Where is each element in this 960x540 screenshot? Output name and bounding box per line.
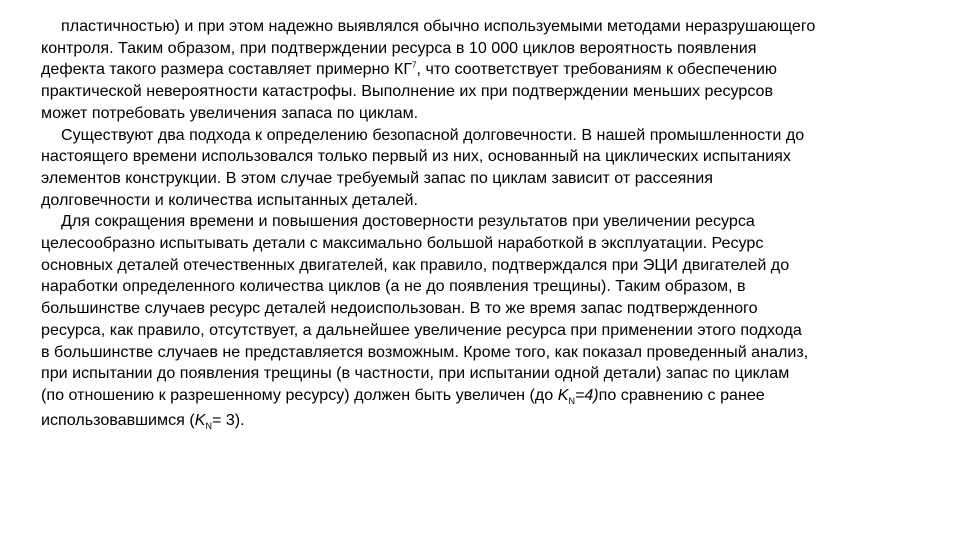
document-body [41, 16, 901, 431]
paragraph-3-line-5: большинстве случаев ресурс деталей недоиспользован. В то же время запас подтвержденного [41, 299, 758, 318]
paragraph-1-line-3-text: дефекта такого размера составляет примерно КГ [41, 60, 413, 79]
paragraph-1-line-2: контроля. Таким образом, при подтверждении ресурса в 10 000 циклов вероятность появления [41, 38, 757, 57]
paragraph-2 [41, 125, 901, 212]
coefficient-k: K [557, 385, 569, 404]
paragraph-3-line-7: в большинстве случаев не представляется возможным. Кроме того, как показал проведенный анализ, [41, 342, 809, 361]
coefficient-value-previous: = 3). [211, 410, 245, 429]
paragraph-1-line-3-tail: , что соответствует требованиям к обеспечению [416, 60, 777, 79]
paragraph-3-line-4: наработки определенного количества циклов (а не до появления трещины). Таким образом, в [41, 277, 746, 296]
paragraph-3-line-8: при испытании до появления трещины (в частности, при испытании одной детали) запас по циклам [41, 364, 790, 383]
superscript-exponent: 7 [412, 61, 417, 71]
paragraph-2-line-4: долговечности и количества испытанных деталей. [41, 190, 419, 209]
paragraph-2-line-3: элементов конструкции. В этом случае требуемый запас по циклам зависит от рассеяния [41, 168, 713, 187]
paragraph-1-line-4: практической невероятности катастрофы. Выполнение их при подтверждении меньших ресурсов [41, 82, 774, 101]
coefficient-value: =4) [574, 385, 599, 404]
paragraph-3-line-3: основных деталей отечественных двигателей, как правило, подтверждался при ЭЦИ двигателей до [41, 255, 790, 274]
paragraph-3 [41, 211, 901, 431]
paragraph-2-line-1: Существуют два подхода к определению безопасной долговечности. В нашей промышленности до [61, 125, 805, 144]
coefficient-k-previous: K [194, 410, 206, 429]
paragraph-3-line-10 [41, 410, 901, 432]
paragraph-1-line-1: пластичностью) и при этом надежно выявлялся обычно используемыми методами неразрушающего [61, 17, 816, 35]
paragraph-3-line-9-text: (по отношению к разрешенному ресурсу) должен быть увеличен (до [41, 385, 558, 404]
coefficient-subscript: N [568, 396, 575, 407]
paragraph-2-line-2: настоящего времени использовался только первый из них, основанный на циклических испытаниях [41, 147, 791, 166]
paragraph-3-line-9 [41, 385, 901, 407]
coefficient-subscript-previous: N [205, 420, 212, 431]
paragraph-3-line-2: целесообразно испытывать детали с максимально большой наработкой в эксплуатации. Ресурс [41, 234, 764, 253]
paragraph-1-line-5: может потребовать увеличения запаса по циклам. [41, 103, 419, 122]
paragraph-3-line-6: ресурса, как правило, отсутствует, а дальнейшее увеличение ресурса при применении этого подхода [41, 320, 802, 339]
paragraph-1 [41, 16, 901, 125]
paragraph-1-line-3 [41, 59, 901, 81]
paragraph-3-line-1: Для сокращения времени и повышения достоверности результатов при увеличении ресурса [61, 212, 755, 231]
paragraph-3-line-9-tail: по сравнению с ранее [598, 385, 765, 404]
paragraph-3-line-10-text: использовавшимся ( [41, 410, 195, 429]
